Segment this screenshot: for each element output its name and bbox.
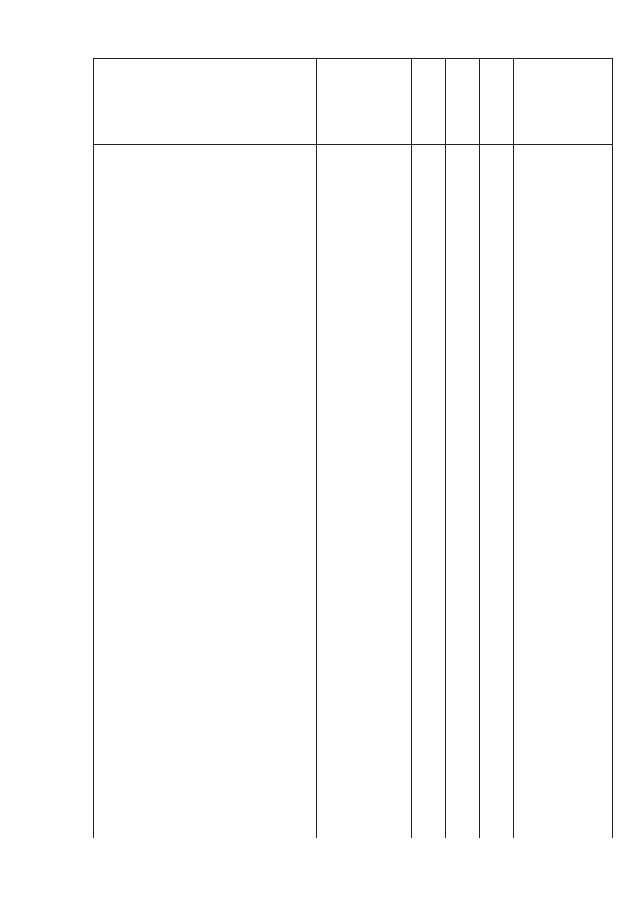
col-border [445, 58, 446, 838]
header-name [93, 58, 316, 144]
col-border [93, 58, 94, 838]
col-border [513, 58, 514, 838]
header-section [445, 58, 479, 144]
header-bottom-border [93, 144, 613, 145]
header-subsection [479, 58, 513, 144]
col-border [411, 58, 412, 838]
col-border [612, 58, 613, 838]
header-target [316, 58, 411, 144]
header-sum [513, 58, 612, 144]
col-border [316, 58, 317, 838]
header-group [411, 58, 445, 144]
budget-table [93, 58, 613, 838]
col-border [479, 58, 480, 838]
